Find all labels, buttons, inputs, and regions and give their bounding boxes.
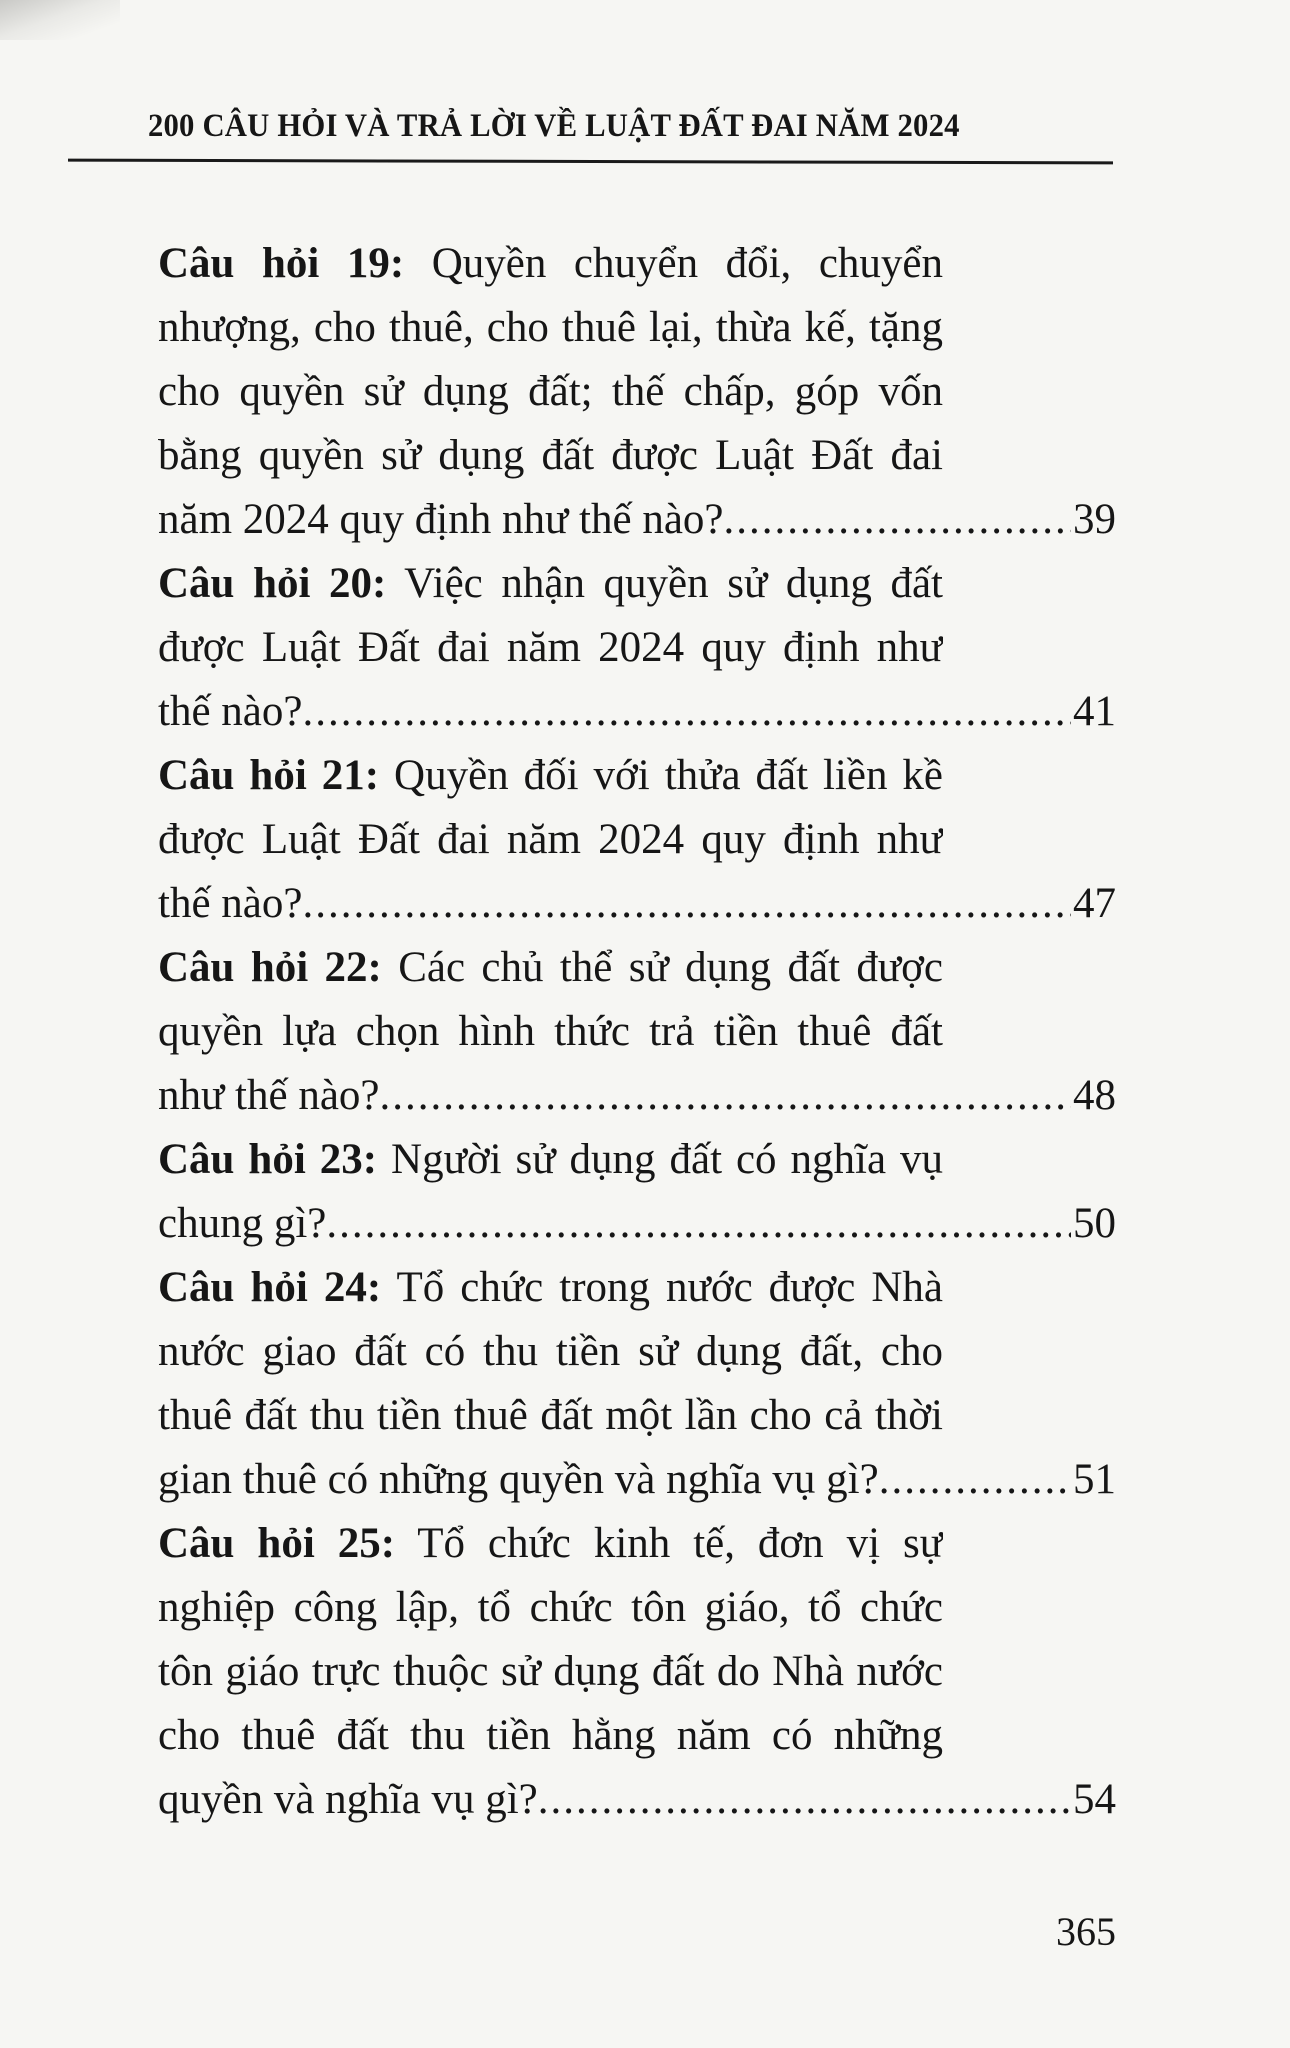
- toc-line: [158, 552, 1116, 616]
- toc-entry[interactable]: [158, 744, 1116, 936]
- page-number: 365: [1056, 1909, 1116, 1954]
- question-title-text: cho thuê đất thu tiền hằng năm có những: [158, 1712, 943, 1759]
- toc-entry[interactable]: [158, 936, 1116, 1128]
- toc-entry[interactable]: [158, 1512, 1116, 1832]
- question-label: Câu hỏi 20:: [158, 560, 387, 607]
- question-title-text: chung gì?: [158, 1200, 327, 1247]
- toc-line: [158, 1768, 1116, 1832]
- toc-entry[interactable]: [158, 1128, 1116, 1256]
- toc-line-text: [158, 808, 943, 872]
- question-title-text: thế nào?: [158, 688, 303, 735]
- question-label: Câu hỏi 23:: [158, 1136, 378, 1183]
- question-title-text: Tổ chức trong nước được Nhà: [396, 1264, 943, 1311]
- toc-entry[interactable]: [158, 1256, 1116, 1512]
- question-title-text: nghiệp công lập, tổ chức tôn giáo, tổ chức: [158, 1584, 943, 1631]
- question-label: Câu hỏi 24:: [158, 1264, 382, 1311]
- question-title-text: Các chủ thể sử dụng đất được: [398, 944, 943, 991]
- toc-entry[interactable]: [158, 552, 1116, 744]
- toc-page-number: 41: [1073, 688, 1116, 735]
- question-title-text: thuê đất thu tiền thuê đất một lần cho cả thời: [158, 1392, 943, 1439]
- toc-line-text: [158, 1640, 943, 1704]
- toc-line-text: [158, 552, 943, 616]
- question-title-text: như thế nào?: [158, 1072, 380, 1119]
- toc-line: [158, 296, 1116, 360]
- toc-line-text: [158, 1256, 943, 1320]
- toc-line: [158, 744, 1116, 808]
- toc-page-number: 47: [1073, 880, 1116, 927]
- toc-line-text: [158, 680, 302, 744]
- toc-line-text: [158, 488, 724, 552]
- question-title-text: Quyền đối với thửa đất liền kề: [394, 752, 943, 799]
- question-title-text: quyền và nghĩa vụ gì?: [158, 1776, 538, 1823]
- toc-line-text: [158, 1000, 943, 1064]
- dot-leader: [380, 1064, 1071, 1128]
- question-title-text: nhượng, cho thuê, cho thuê lại, thừa kế, tặng: [158, 304, 943, 351]
- toc-line-text: [158, 1768, 538, 1832]
- question-title-text: Việc nhận quyền sử dụng đất: [404, 560, 943, 607]
- question-title-text: Quyền chuyển đổi, chuyển: [431, 240, 943, 287]
- toc-line-text: [158, 872, 302, 936]
- toc-line-text: [158, 1192, 326, 1256]
- question-title-text: nước giao đất có thu tiền sử dụng đất, cho: [158, 1328, 943, 1375]
- question-title-text: quyền lựa chọn hình thức trả tiền thuê đất: [158, 1008, 943, 1055]
- toc-line: [158, 1640, 1116, 1704]
- dot-leader: [724, 488, 1072, 552]
- question-title-text: được Luật Đất đai năm 2024 quy định như: [158, 816, 943, 863]
- toc-line: [158, 1000, 1116, 1064]
- toc-line-text: [158, 1704, 943, 1768]
- question-title-text: được Luật Đất đai năm 2024 quy định như: [158, 624, 943, 671]
- question-title-text: gian thuê có những quyền và nghĩa vụ gì?: [158, 1456, 879, 1503]
- toc-line: [158, 936, 1116, 1000]
- toc-line: [158, 616, 1116, 680]
- question-title-text: Tổ chức kinh tế, đơn vị sự: [417, 1520, 943, 1567]
- toc-page-number: 48: [1073, 1072, 1116, 1119]
- page-corner-shadow: [0, 0, 120, 40]
- toc-line-text: [158, 616, 943, 680]
- toc-line-text: [158, 1320, 943, 1384]
- running-header: 200 CÂU HỎI VÀ TRẢ LỜI VỀ LUẬT ĐẤT ĐAI NĂM 2024: [148, 108, 960, 144]
- header-rule: [68, 159, 1113, 165]
- toc-line-text: [158, 1128, 943, 1192]
- toc-page-number: 51: [1073, 1456, 1116, 1503]
- toc-line: [158, 1704, 1116, 1768]
- toc-line: [158, 1128, 1116, 1192]
- toc-line: [158, 360, 1116, 424]
- toc-line: [158, 680, 1116, 744]
- toc-line: [158, 232, 1116, 296]
- dot-leader: [538, 1768, 1071, 1832]
- toc-line-text: [158, 1576, 943, 1640]
- question-title-text: thế nào?: [158, 880, 303, 927]
- toc-line: [158, 1448, 1116, 1512]
- question-label: Câu hỏi 19:: [158, 240, 405, 287]
- question-label: Câu hỏi 25:: [158, 1520, 396, 1567]
- toc-line: [158, 872, 1116, 936]
- question-title-text: cho quyền sử dụng đất; thế chấp, góp vốn: [158, 368, 943, 415]
- toc-line: [158, 1256, 1116, 1320]
- toc-line-text: [158, 360, 943, 424]
- toc-page-number: 54: [1073, 1776, 1116, 1823]
- toc-line: [158, 1192, 1116, 1256]
- toc-line-text: [158, 1384, 943, 1448]
- toc-line: [158, 424, 1116, 488]
- toc-line-text: [158, 424, 943, 488]
- toc-line: [158, 1576, 1116, 1640]
- dot-leader: [302, 872, 1071, 936]
- toc-line-text: [158, 296, 943, 360]
- question-label: Câu hỏi 21:: [158, 752, 380, 799]
- toc-line-text: [158, 1448, 879, 1512]
- toc-line-text: [158, 936, 943, 1000]
- table-of-contents: [158, 232, 1116, 1832]
- toc-line: [158, 808, 1116, 872]
- toc-line-text: [158, 1512, 943, 1576]
- toc-line-text: [158, 1064, 380, 1128]
- toc-line: [158, 1064, 1116, 1128]
- dot-leader: [879, 1448, 1071, 1512]
- question-title-text: bằng quyền sử dụng đất được Luật Đất đai: [158, 432, 943, 479]
- toc-line: [158, 488, 1116, 552]
- toc-entry[interactable]: [158, 232, 1116, 552]
- question-title-text: tôn giáo trực thuộc sử dụng đất do Nhà nước: [158, 1648, 943, 1695]
- toc-page-number: 50: [1073, 1200, 1116, 1247]
- toc-line: [158, 1320, 1116, 1384]
- question-label: Câu hỏi 22:: [158, 944, 382, 991]
- toc-page-number: 39: [1073, 496, 1116, 543]
- toc-line: [158, 1384, 1116, 1448]
- toc-line-text: [158, 232, 943, 296]
- question-title-text: Người sử dụng đất có nghĩa vụ: [391, 1136, 943, 1183]
- toc-line: [158, 1512, 1116, 1576]
- toc-line-text: [158, 744, 943, 808]
- dot-leader: [326, 1192, 1071, 1256]
- dot-leader: [302, 680, 1071, 744]
- question-title-text: năm 2024 quy định như thế nào?: [158, 496, 724, 543]
